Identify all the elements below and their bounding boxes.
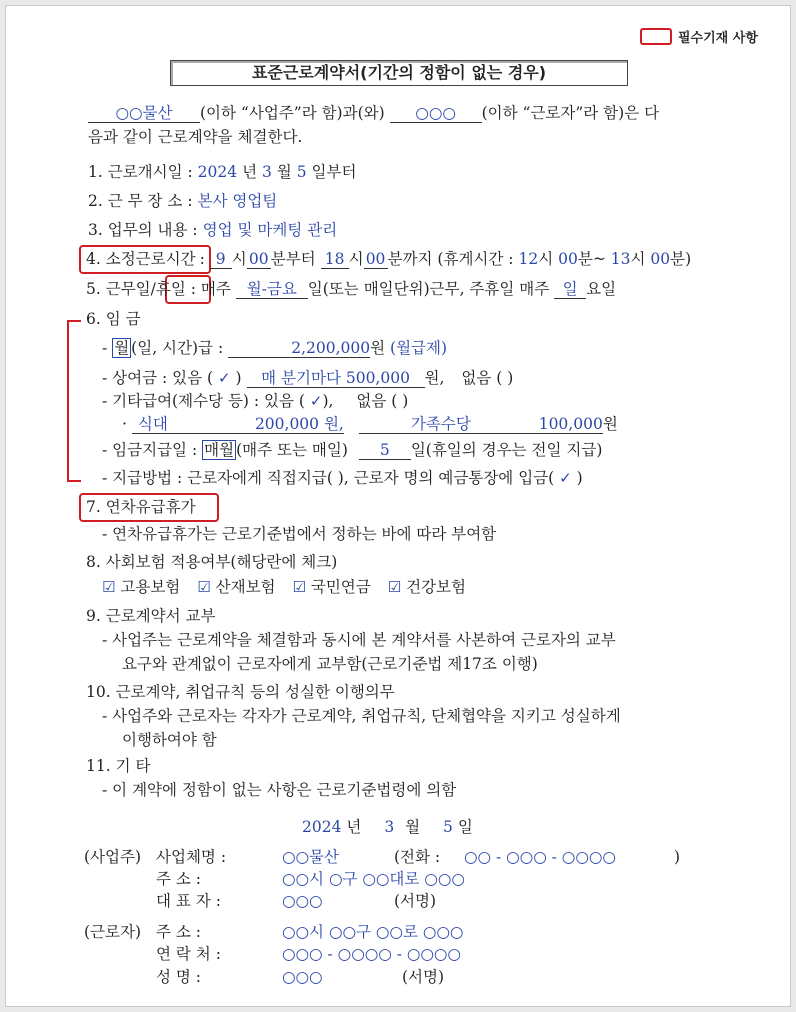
bonus-check-icon: ✓ — [218, 369, 231, 387]
employer-name: ○○물산 — [88, 104, 200, 123]
hours-label: 4. 소정근로시간 — [86, 250, 196, 268]
section-workplace — [88, 190, 277, 212]
weekday-unit: 요일 — [586, 280, 617, 298]
year-unit: 년 — [346, 818, 362, 836]
worker-name-label: 성 명 : — [156, 968, 202, 986]
other-pay-paren: ), — [322, 392, 334, 410]
intro-line-1 — [88, 102, 659, 124]
rest-minute-unit: 분~ — [577, 250, 606, 268]
checkbox-checked-icon: ☑ — [387, 578, 402, 596]
hour-unit: 시 — [231, 250, 247, 268]
payday-text: (매주 또는 매일) — [236, 441, 348, 459]
hour-unit: 시 — [348, 250, 364, 268]
checkbox-checked-icon: ☑ — [102, 578, 116, 596]
worker-name-value: ○○○ — [282, 968, 323, 986]
start-hour: 9 — [210, 250, 232, 269]
intro-line-2: 음과 같이 근로계약을 체결한다. — [88, 128, 303, 146]
rest-start-minute: 00 — [558, 250, 578, 268]
rest-hour-unit: 시 — [630, 250, 646, 268]
start-month: 3 — [261, 163, 272, 181]
holiday-label: 휴일 — [155, 280, 186, 298]
section-job — [88, 219, 337, 241]
job-label: 3. 업무의 내용 : — [88, 221, 198, 239]
section-start-date — [88, 161, 356, 183]
wages-label: 6. 임 금 — [86, 310, 141, 328]
bonus-label: - 상여금 : 있음 ( — [102, 369, 214, 387]
bonus-row — [102, 367, 513, 389]
employer-address-label: 주 소 : — [156, 870, 202, 888]
employer-rep: ○○○ — [282, 892, 323, 910]
insurance-employment: 고용보험 — [120, 578, 181, 596]
month-unit: 월 — [405, 818, 421, 836]
workdays-text: : 매주 — [190, 280, 231, 298]
start-year: 2024 — [197, 163, 238, 181]
other-item-1: 식대 — [132, 415, 212, 434]
employer-rep-label: 대 표 자 : — [156, 892, 221, 910]
wage-basis-label: (일, 시간)급 : — [131, 339, 224, 357]
employer-company-label: 사업체명 : — [156, 848, 227, 866]
worker-contact: ○○○ - ○○○○ - ○○○○ — [282, 945, 461, 963]
rest-end-hour: 13 — [610, 250, 631, 268]
year-unit: 년 — [242, 163, 258, 181]
insurance-industrial: 산재보험 — [215, 578, 276, 596]
other-pay-row — [102, 390, 408, 412]
insurance-label: 8. 사회보험 적용여부(해당란에 체크) — [86, 553, 338, 571]
worker-name: ○○○ — [390, 104, 482, 123]
payday-label: - 임금지급일 : — [102, 441, 198, 459]
worker-contact-label: 연 락 처 : — [156, 945, 221, 963]
rest-start-hour: 12 — [518, 250, 539, 268]
sign-year: 2024 — [302, 818, 342, 836]
checkbox-checked-icon: ☑ — [197, 578, 211, 596]
required-bracket-wages — [67, 320, 81, 482]
employer-address: ○○시 ○구 ○○대로 ○○○ — [282, 870, 465, 888]
workplace-label: 2. 근 무 장 소 : — [88, 192, 193, 210]
workplace-value: 본사 영업팀 — [197, 192, 278, 210]
sign-day: 5 — [443, 818, 453, 836]
other-label: 11. 기 타 — [86, 757, 151, 775]
from-unit: 분부터 — [270, 250, 316, 268]
employer-company: ○○물산 — [282, 848, 339, 866]
delivery-line-1: - 사업주는 근로계약을 체결함과 동시에 본 계약서를 사본하여 근로자의 교부 — [102, 631, 616, 649]
workdays-label: 5. 근무일/ — [86, 280, 156, 298]
other-amount-2: 100,000 — [471, 415, 603, 434]
hours-colon: : — [199, 250, 205, 268]
page-title: 표준근로계약서(기간의 정함이 없는 경우) — [170, 60, 628, 86]
worker-sign: (서명) — [402, 968, 445, 986]
insurance-list — [102, 576, 466, 598]
contract-date — [302, 816, 473, 838]
payday-row — [102, 439, 602, 461]
leave-label: 7. 연차유급휴가 — [86, 498, 196, 516]
rest-label: (휴게시간 : — [437, 250, 514, 268]
contract-page — [5, 5, 791, 1007]
leave-text: - 연차유급휴가는 근로기준법에서 정하는 바에 따라 부여함 — [102, 525, 497, 543]
bonus-no: 없음 ( ) — [461, 369, 514, 387]
wage-basis-dash: - — [102, 339, 108, 357]
insurance-health: 건강보험 — [406, 578, 466, 596]
employer-phone-label: (전화 : — [394, 848, 441, 866]
other-pay-check-icon: ✓ — [309, 392, 323, 410]
checkbox-checked-icon: ☑ — [292, 578, 306, 596]
worker-address-label: 주 소 : — [156, 923, 202, 941]
payday-end: 일(휴일의 경우는 전일 지급) — [410, 441, 603, 459]
job-value: 영업 및 마케팅 관리 — [202, 221, 338, 239]
bonus-won: 원, — [424, 369, 445, 387]
duty-line-2: 이행하여야 함 — [122, 731, 217, 749]
payday-unit-monthly: 매월 — [204, 441, 235, 459]
day-unit: 일 — [457, 818, 473, 836]
other-pay-no: 없음 ( ) — [356, 392, 409, 410]
required-legend-label: 필수기재 사항 — [678, 31, 758, 46]
intro-part2: (이하 “근로자”라 함)은 다 — [481, 104, 660, 122]
employer-phone-close: ) — [674, 848, 681, 866]
won-unit: 원 — [602, 415, 618, 433]
bullet-dot: · — [122, 415, 127, 433]
other-item-2: 가족수당 — [359, 415, 471, 434]
end-minute: 00 — [364, 250, 388, 269]
payment-method-label: - 지급방법 : 근로자에게 직접지급( ), 근로자 명의 예금통장에 입금( — [102, 469, 555, 487]
worker-role: (근로자) — [84, 923, 142, 941]
other-pay-label: - 기타급여(제수당 등) : 있음 ( — [102, 392, 305, 410]
other-amount-1: 200,000 원, — [212, 415, 344, 434]
section-workdays — [86, 278, 616, 300]
duty-label: 10. 근로계약, 취업규칙 등의 성실한 이행의무 — [86, 683, 395, 701]
duty-line-1: - 사업주와 근로자는 각자가 근로계약, 취업규칙, 단체협약을 지키고 성실하게 — [102, 707, 621, 725]
workdays-value: 월-금요 — [236, 280, 308, 299]
month-unit: 월 — [276, 163, 292, 181]
intro-part1: (이하 “사업주”라 함)과(와) — [200, 104, 385, 122]
rest-hour-unit: 시 — [538, 250, 554, 268]
won-unit: 원 — [370, 339, 386, 357]
other-pay-items — [122, 413, 618, 435]
wage-amount: 2,200,000 — [228, 339, 370, 358]
bonus-paren: ) — [235, 369, 242, 387]
payment-method-row — [102, 467, 583, 489]
required-legend — [640, 28, 758, 48]
rest-end-minute: 00 — [650, 250, 671, 268]
workdays-text-2: 일(또는 매일단위)근무, 주휴일 매주 — [307, 280, 550, 298]
to-unit: 분까지 — [387, 250, 433, 268]
method-check-icon: ✓ — [559, 469, 572, 487]
employer-phone: ○○ - ○○○ - ○○○○ — [464, 848, 616, 866]
wage-type: (월급제) — [390, 339, 448, 357]
worker-address: ○○시 ○○구 ○○로 ○○○ — [282, 923, 464, 941]
start-date-label: 1. 근로개시일 : — [88, 163, 193, 181]
rest-end-unit: 분) — [670, 250, 692, 268]
other-text: - 이 계약에 정함이 없는 사항은 근로기준법령에 의함 — [102, 781, 457, 799]
delivery-line-2: 요구와 관계없이 근로자에게 교부함(근로기준법 제17조 이행) — [122, 655, 538, 673]
required-swatch — [640, 28, 672, 45]
delivery-label: 9. 근로계약서 교부 — [86, 607, 216, 625]
sign-month: 3 — [384, 818, 395, 836]
wage-basis-row — [102, 337, 447, 359]
weekly-holiday-value: 일 — [554, 280, 586, 299]
insurance-pension: 국민연금 — [310, 578, 371, 596]
bonus-detail: 매 분기마다 500,000 — [247, 369, 425, 388]
start-day: 5 — [296, 163, 307, 181]
day-unit: 일부터 — [311, 163, 357, 181]
employer-role: (사업주) — [84, 848, 142, 866]
section-hours — [86, 248, 691, 270]
wage-unit-monthly: 월 — [114, 339, 130, 357]
end-hour: 18 — [321, 250, 349, 269]
method-paren: ) — [576, 469, 583, 487]
payday-day: 5 — [359, 441, 411, 460]
start-minute: 00 — [247, 250, 271, 269]
employer-sign: (서명) — [394, 892, 437, 910]
